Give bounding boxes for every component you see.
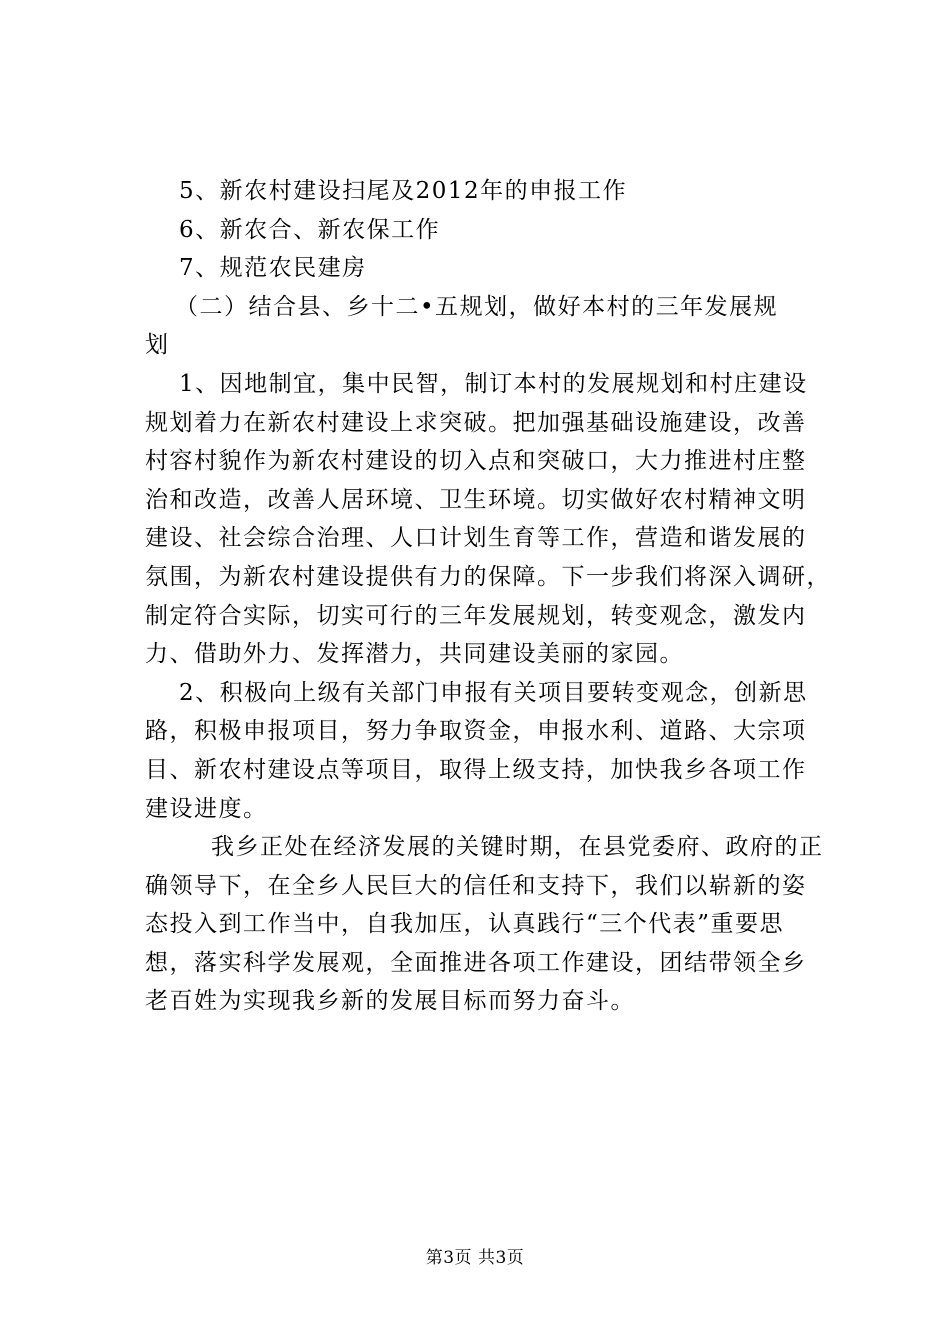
list-item-7: 7、规范农民建房 — [179, 255, 367, 282]
paragraph-3-line: 想，落实科学发展观，全面推进各项工作建设，团结带领全乡 — [145, 949, 807, 976]
section-heading-2-cont: 划 — [145, 332, 170, 359]
paragraph-1-line: 1、因地制宜，集中民智，制订本村的发展规划和村庄建设 — [179, 370, 808, 397]
paragraph-1-line: 制定符合实际，切实可行的三年发展规划，转变观念，激发内 — [145, 602, 807, 629]
document-body — [145, 172, 835, 1021]
paragraph-1-line: 治和改造，改善人居环境、卫生环境。切实做好农村精神文明 — [145, 486, 807, 513]
section-heading-2: （二）结合县、乡十二•五规划，做好本村的三年发展规 — [175, 293, 779, 320]
paragraph-1-line: 规划着力在新农村建设上求突破。把加强基础设施建设，改善 — [145, 409, 807, 436]
page-number-footer: 第3页 共3页 — [425, 1248, 525, 1268]
paragraph-3-line: 确领导下，在全乡人民巨大的信任和支持下，我们以崭新的姿 — [145, 872, 807, 899]
paragraph-1-line: 建设、社会综合治理、人口计划生育等工作，营造和谐发展的 — [145, 525, 807, 552]
paragraph-2-line: 2、积极向上级有关部门申报有关项目要转变观念，创新思 — [179, 679, 808, 706]
paragraph-1-line: 村容村貌作为新农村建设的切入点和突破口，大力推进村庄整 — [145, 448, 807, 475]
paragraph-1-line: 力、借助外力、发挥潜力，共同建设美丽的家园。 — [145, 641, 684, 668]
paragraph-1-line: 氛围，为新农村建设提供有力的保障。下一步我们将深入调研， — [145, 563, 831, 590]
paragraph-2-line: 建设进度。 — [145, 795, 268, 822]
paragraph-3-line: 老百姓为实现我乡新的发展目标而努力奋斗。 — [145, 988, 635, 1015]
list-item-6: 6、新农合、新农保工作 — [179, 216, 441, 243]
paragraph-2-line: 目、新农村建设点等项目，取得上级支持，加快我乡各项工作 — [145, 756, 807, 783]
paragraph-2-line: 路，积极申报项目，努力争取资金，申报水利、道路、大宗项 — [145, 718, 807, 745]
paragraph-3-line: 我乡正处在经济发展的关键时期，在县党委府、政府的正 — [211, 834, 824, 861]
list-item-5: 5、新农村建设扫尾及2012年的申报工作 — [179, 178, 628, 204]
paragraph-3-line: 态投入到工作当中，自我加压，认真践行“三个代表”重要思 — [145, 911, 785, 938]
